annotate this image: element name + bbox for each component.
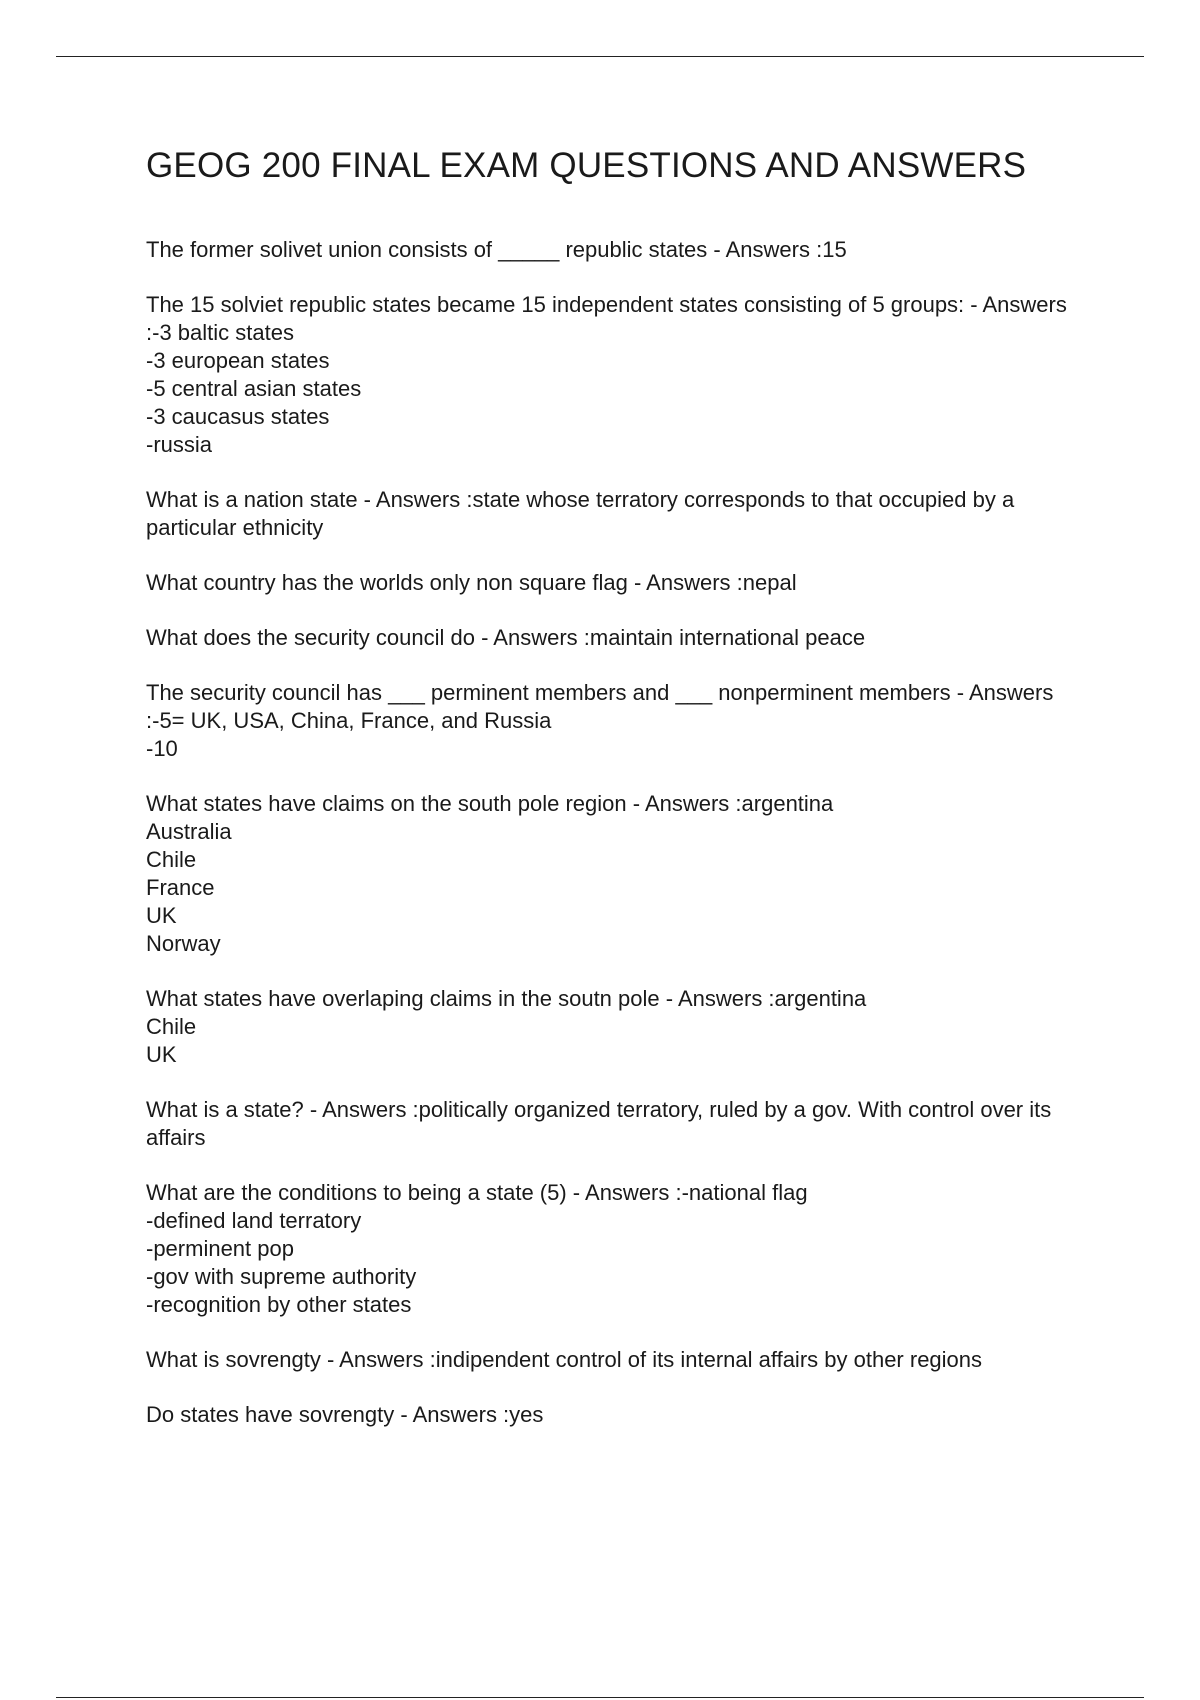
answer-line: yes [509,1402,544,1427]
question-text: The security council has ___ perminent members and ___ nonperminent members [146,680,951,705]
qa-item: What is a state? - Answers :politically organized terratory, ruled by a gov. With control over its affairs [146,1097,1052,1150]
qa-item: What is a nation state - Answers :state whose terratory corresponds to that occupied by a particular ethnicity [146,487,1015,540]
answer-line: nepal [742,570,797,595]
question-text: What is a state? [146,1097,304,1122]
answer-line: -russia [146,432,213,457]
answer-line: -gov with supreme authority [146,1264,417,1289]
answer-line: UK [146,903,177,928]
qa-item: What country has the worlds only non square flag - Answers :nepal [146,570,797,595]
qa-item: What does the security council do - Answers :maintain international peace [146,625,866,650]
question-text: What is sovrengty [146,1347,321,1372]
qa-item: What are the conditions to being a state (5) - Answers :-national flag -defined land terratory -perminent pop -gov with supreme authority -recognition by other states [146,1179,1096,1319]
answer-line: indipendent control of its internal affairs by other regions [435,1347,983,1372]
bottom-rule [56,1697,1144,1698]
answer-line: argentina [774,986,867,1011]
page-content [146,144,1096,1456]
qa-list [146,236,1096,1429]
question-text: What country has the worlds only non square flag [146,570,628,595]
qa-item: The 15 solviet republic states became 15 independent states consisting of 5 groups: - Answers :-3 baltic states -3 european states -5 central asian states -3 caucasus states -russia [146,291,1096,459]
answer-line: -10 [146,736,178,761]
top-rule [56,56,1144,57]
question-text: What states have overlaping claims in the soutn pole [146,986,660,1011]
question-text: Do states have sovrengty [146,1402,395,1427]
answer-line: -3 baltic states [152,320,294,345]
answer-line: politically organized terratory, ruled by a gov. With control over its affairs [146,1097,1052,1150]
answer-line: Australia [146,819,232,844]
answer-line: argentina [741,791,834,816]
answer-line: -5 central asian states [146,376,362,401]
answer-line: -3 european states [146,348,330,373]
answer-line: France [146,875,215,900]
answer-line: -5= UK, USA, China, France, and Russia [152,708,552,733]
question-text: The 15 solviet republic states became 15 independent states consisting of 5 groups: [146,292,965,317]
answer-line: Chile [146,1014,197,1039]
qa-item: What states have claims on the south pole region - Answers :argentina Australia Chile France UK Norway [146,790,1096,958]
question-text: What are the conditions to being a state (5) [146,1180,567,1205]
answer-line: -perminent pop [146,1236,294,1261]
answer-line: state whose terratory corresponds to that occupied by a particular ethnicity [146,487,1015,540]
question-text: The former solivet union consists of _____ republic states [146,237,708,262]
document-title: GEOG 200 FINAL EXAM QUESTIONS AND ANSWERS [146,146,1027,185]
qa-item: Do states have sovrengty - Answers :yes [146,1402,544,1427]
question-text: What states have claims on the south pole region [146,791,627,816]
answer-line: maintain international peace [589,625,866,650]
qa-item: The former solivet union consists of _____ republic states - Answers :15 [146,237,847,262]
answer-line: -3 caucasus states [146,404,330,429]
answer-line: 15 [822,237,847,262]
answer-line: -defined land terratory [146,1208,362,1233]
qa-item: The security council has ___ perminent members and ___ nonperminent members - Answers :-5= UK, USA, China, France, and Russia -10 [146,679,1096,763]
answer-line: Chile [146,847,197,872]
answer-line: Norway [146,931,221,956]
answer-line: -national flag [681,1180,808,1205]
qa-item: What is sovrengty - Answers :indipendent control of its internal affairs by other regions [146,1347,983,1372]
answer-line: -recognition by other states [146,1292,412,1317]
question-text: What is a nation state [146,487,358,512]
question-text: What does the security council do [146,625,475,650]
answer-line: UK [146,1042,177,1067]
qa-item: What states have overlaping claims in the soutn pole - Answers :argentina Chile UK [146,985,1096,1069]
